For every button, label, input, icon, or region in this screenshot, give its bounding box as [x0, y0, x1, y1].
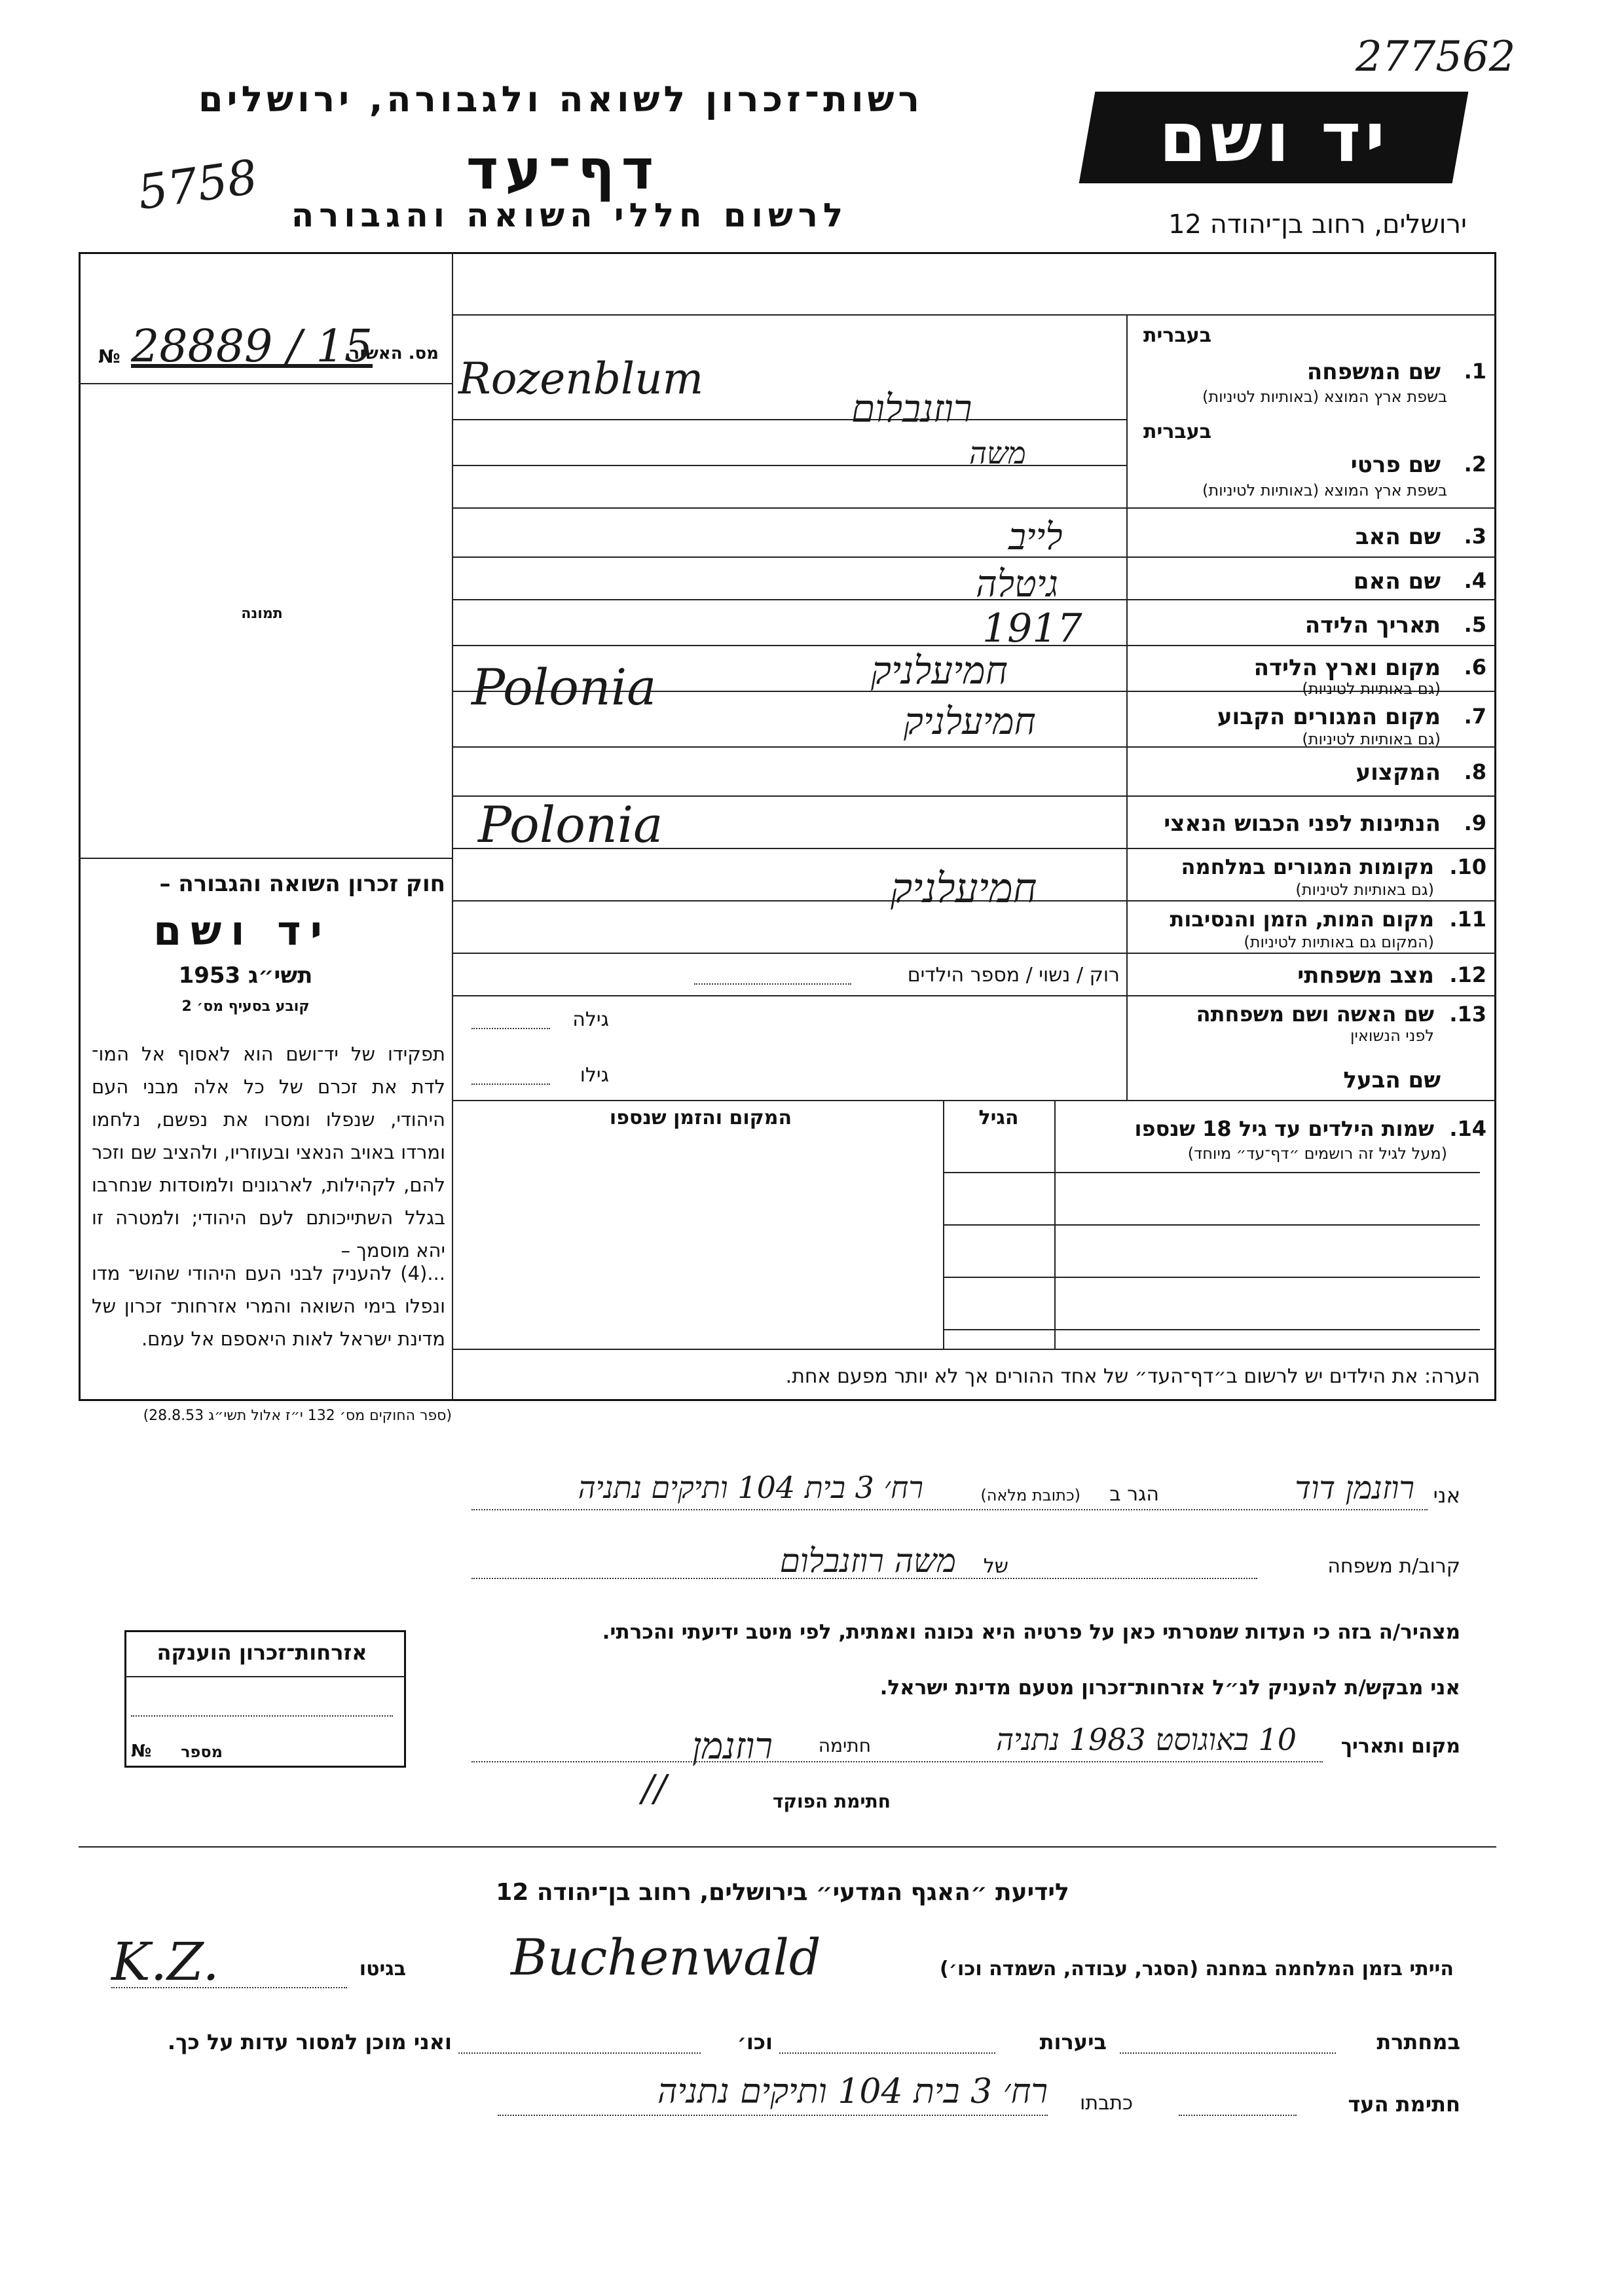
children-num: 14.	[1449, 1116, 1486, 1141]
residence-hebrew: חמיעלניק	[904, 701, 1036, 743]
department-divider	[79, 1846, 1496, 1848]
form-subtitle: לרשום חללי השואה והגבורה	[291, 196, 849, 234]
wife-age-label: גילה	[572, 1008, 609, 1031]
decl-statement: מצהיר/ה בזה כי העדות שמסרתי כאן על פרטיה היא נכונה ואמתית, לפי מיטב ידיעתי והכרתי.	[602, 1620, 1460, 1644]
yad-vashem-logo	[1079, 92, 1469, 183]
field-12-num: 12.	[1449, 962, 1486, 987]
field-6-hint: (גם באותיות לטיניות)	[1302, 680, 1441, 698]
archive-number: 277562	[1356, 33, 1516, 81]
field-7-num: 7.	[1464, 704, 1486, 729]
declarant-address: רח׳ 3 בית 104 ותיקים נתניה	[578, 1470, 923, 1505]
field-2-sub: בעברית	[1143, 420, 1211, 443]
field-10-num: 10.	[1449, 854, 1486, 879]
field-10-label: מקומות המגורים במלחמה	[1181, 854, 1434, 879]
field-13-num: 13.	[1449, 1002, 1486, 1027]
law-year: תשי״ג 1953	[178, 962, 313, 989]
family-name-latin: Rozenblum	[458, 354, 704, 404]
citizenship-no-mark: №	[131, 1741, 152, 1761]
husband-age-label: גילו	[580, 1064, 609, 1087]
field-2-label: שם פרטי	[1350, 452, 1441, 478]
family-name-hebrew: רוזנבלום	[851, 386, 972, 431]
ready-label: ואני מוכן למסור עדות על כך.	[167, 2030, 452, 2054]
field-7-hint: (גם באותיות לטיניות)	[1302, 730, 1441, 748]
field-1-label: שם המשפחה	[1306, 359, 1441, 385]
children-place-header: המקום והזמן שנספו	[609, 1106, 792, 1129]
department-notice: לידיעת ״האגף המדעי״ בירושלים, רחוב בן־יהודה 12	[496, 1879, 1069, 1906]
field-3-label: שם האב	[1355, 524, 1441, 550]
decl-of-label: של	[983, 1555, 1008, 1578]
marital-status-options: רוק / נשוי / מספר הילדים	[907, 964, 1120, 987]
witness-address-label: כתבתו	[1080, 2092, 1133, 2115]
field-10-hint: (גם באותיות לטיניות)	[1295, 881, 1434, 899]
logo-text: יד ושם	[1158, 98, 1389, 177]
children-label: שמות הילדים עד גיל 18 שנספו	[1134, 1116, 1434, 1141]
field-13-hint: לפני הנשואין	[1350, 1027, 1434, 1045]
nationality-latin: Polonia	[478, 795, 663, 854]
decl-place-date: 10 באוגוסט 1983 נתניה	[996, 1722, 1297, 1757]
field-11-num: 11.	[1449, 907, 1486, 932]
birth-place-latin: Polonia	[471, 658, 657, 716]
form-title: דף־עד	[466, 137, 661, 202]
mother-name: גיטלה	[976, 563, 1058, 606]
law-paragraph-1: תפקידו של יד־ושם הוא לאסוף אל המו־ לדת את זכרם של כל אלה מבני העם היהודי, שנפלו ומסרו את נפשם, נלחמו ומרדו באויב הנאצי ובעוזריו, ולהציב שם וזכר להם, לקהילות, לארגונים ולמוסדות שנחרבו בגלל השתייכותם לעם היהודי; ולמטרה זו יהא מוסמך –	[92, 1043, 445, 1262]
field-6-label: מקום וארץ הלידה	[1253, 655, 1441, 681]
children-hint: (מעל לגיל זה רושמים ״דף־עד״ מיוחד)	[1187, 1144, 1447, 1163]
approval-no-mark: №	[98, 346, 120, 367]
decl-place-date-label: מקום ותאריך	[1340, 1735, 1460, 1758]
birth-date: 1917	[982, 606, 1082, 651]
field-7-label: מקום המגורים הקבוע	[1217, 704, 1441, 730]
decl-address-hint: (כתובת מלאה)	[980, 1486, 1080, 1504]
field-12-label: מצב משפחתי	[1297, 962, 1434, 989]
field-2-num: 2.	[1464, 452, 1486, 477]
field-1-num: 1.	[1464, 359, 1486, 384]
field-5-num: 5.	[1464, 612, 1486, 637]
law-paragraph-2: ...(4) להעניק לבני העם היהודי שהוש־ מדו ונפלו בימי השואה והמרי אזרחות־ זכרון של מדינת ישראל לאות היאספם אל עמם.	[92, 1262, 445, 1350]
declarant-signature: רוזנמן	[692, 1725, 773, 1768]
forest-label: ביערות	[1039, 2030, 1107, 2054]
ghetto-label: בגיטו	[359, 1958, 406, 1980]
ghetto-value: K.Z.	[111, 1931, 219, 1992]
decl-checker-label: חתימת הפוקד	[772, 1791, 891, 1812]
note: הערה: את הילדים יש לרשום ב״דף־העד״ של אחד ההורים אך לא יותר מפעם אחת.	[785, 1365, 1480, 1388]
checker-signature: //	[642, 1768, 667, 1810]
law-clause: קובע בסעיף מס׳ 2	[181, 998, 310, 1015]
decl-relative-label: קרוב/ת משפחה	[1327, 1555, 1460, 1578]
field-9-num: 9.	[1464, 811, 1486, 835]
law-heading: חוק זכרון השואה והגבורה –	[159, 871, 445, 897]
left-column-divider	[452, 252, 453, 1401]
citizenship-number-label: מספר	[181, 1743, 223, 1761]
father-name: לייב	[1008, 516, 1063, 558]
field-5-label: תאריך הלידה	[1304, 612, 1441, 638]
field-4-num: 4.	[1464, 568, 1486, 593]
relative-of-name: משה רוזנבלום	[779, 1542, 956, 1580]
header-address: ירושלים, רחוב בן־יהודה 12	[1168, 210, 1467, 240]
field-2-hint: בשפת ארץ המוצא (באותיות לטיניות)	[1202, 481, 1447, 500]
children-age-header: הגיל	[978, 1106, 1019, 1129]
approval-label: מס. האשור	[349, 344, 439, 363]
birth-place-hebrew: חמיעלניק	[871, 648, 1008, 693]
wartime-residence-hebrew: חמיעלניק	[891, 864, 1037, 912]
field-3-num: 3.	[1464, 524, 1486, 549]
field-8-label: המקצוע	[1356, 759, 1441, 786]
field-4-label: שם האם	[1353, 568, 1441, 594]
camp-label: הייתי בזמן המלחמה במחנה (הסגר, עבודה, השמדה וכו׳)	[940, 1958, 1454, 1980]
first-name-hebrew: משה	[969, 435, 1026, 471]
law-name: יד ושם	[153, 907, 331, 955]
etc-label: וכו׳	[737, 2030, 773, 2054]
citizenship-title: אזרחות־זכרון הוענקה	[157, 1640, 367, 1665]
hiding-label: במחתרת	[1376, 2030, 1460, 2054]
authority-title: רשות־זכרון לשואה ולגבורה, ירושלים	[198, 79, 923, 120]
decl-i-label: אני	[1433, 1483, 1460, 1508]
field-1-sub: בעברית	[1143, 324, 1211, 347]
husband-label: שם הבעל	[1343, 1067, 1441, 1093]
witness-address: רח׳ 3 בית 104 ותיקים נתניה	[657, 2072, 1048, 2111]
handwritten-reference: 5758	[134, 149, 261, 221]
approval-number: 28889 / 15	[131, 321, 373, 373]
decl-resides-label: הגר ב	[1109, 1483, 1159, 1506]
decl-signature-label: חתימה	[818, 1735, 871, 1757]
field-9-label: הנתינות לפני הכבוש הנאצי	[1164, 811, 1441, 837]
camp-value: Buchenwald	[511, 1928, 821, 1986]
decl-request: אני מבקש/ת להעניק לנ״ל אזרחות־זכרון מטעם מדינת ישראל.	[879, 1676, 1460, 1700]
field-13-label: שם האשה ושם משפחתה	[1196, 1002, 1434, 1027]
law-source: (ספר החוקים מס׳ 132 י״ז אלול תשי״ג 28.8.53)	[143, 1408, 452, 1424]
declarant-name: רוזנמן דוד	[1295, 1470, 1414, 1506]
field-11-hint: (המקום גם באותיות לטיניות)	[1244, 933, 1434, 951]
witness-signature-label: חתימת העד	[1348, 2092, 1460, 2117]
field-1-hint: בשפת ארץ המוצא (באותיות לטיניות)	[1202, 388, 1447, 406]
photo-label: תמונה	[241, 606, 283, 622]
field-8-num: 8.	[1464, 759, 1486, 784]
field-11-label: מקום המות, הזמן והנסיבות	[1170, 907, 1434, 932]
field-6-num: 6.	[1464, 655, 1486, 680]
